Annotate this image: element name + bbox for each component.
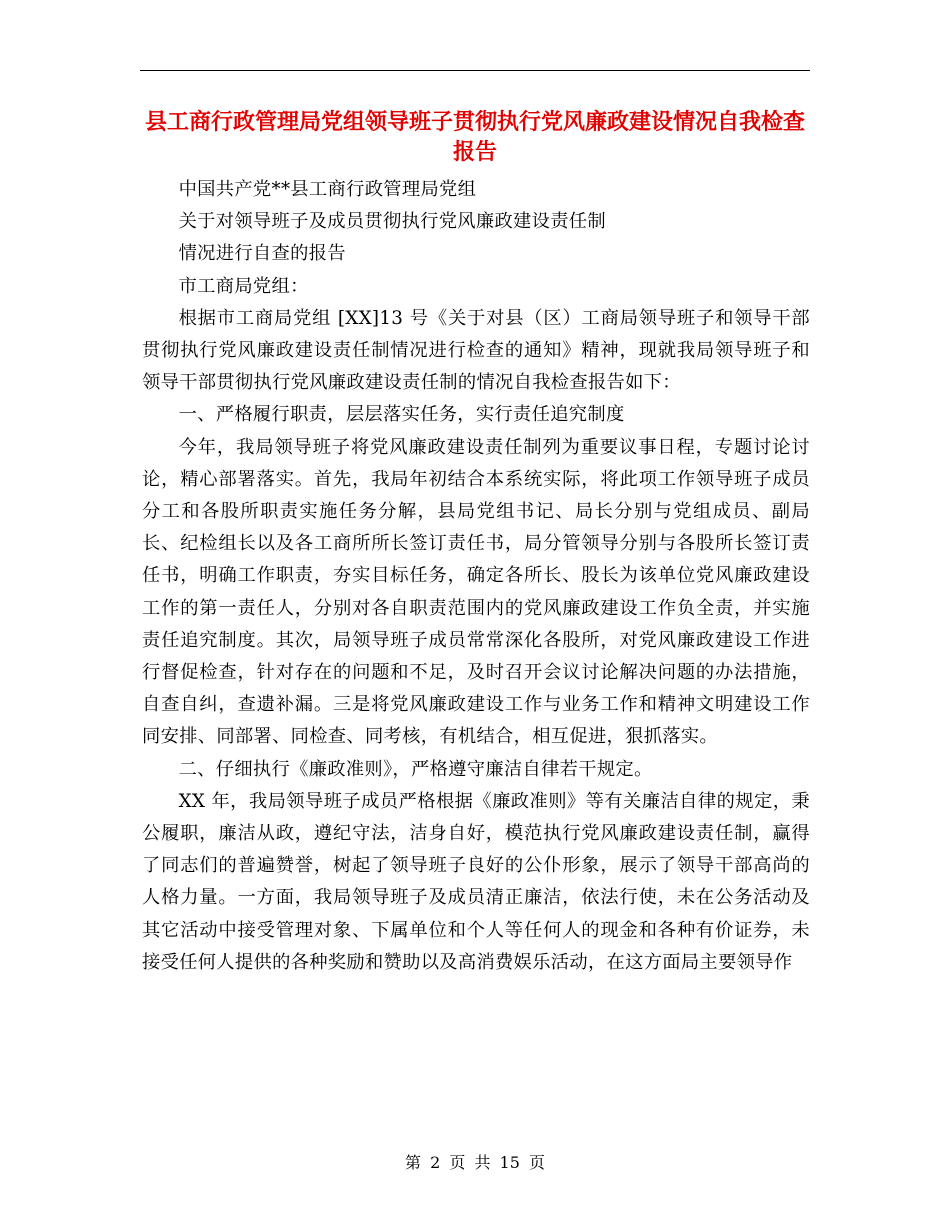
page-number: 第 2 页 共 15 页 [405, 1153, 545, 1172]
section-paragraph-2: XX 年，我局领导班子成员严格根据《廉政准则》等有关廉洁自律的规定，秉公履职，廉洁从政，遵纪守法，洁身自好，模范执行党风廉政建设责任制，赢得了同志们的普遍赞誉，树起了领导班子良好的公仆形象，展示了领导干部高尚的人格力量。一方面，我局领导班子及成员清正廉洁，依法行使，未在公务活动及其它活动中接受管理对象、下属单位和个人等任何人的现金和各种有价证券，未接受任何人提供的各种奖励和赞助以及高消费娱乐活动，在这方面局主要领导作 [142, 790, 810, 973]
section-paragraph-1: 今年，我局领导班子将党风廉政建设责任制列为重要议事日程，专题讨论讨论，精心部署落实。首先，我局年初结合本系统实际，将此项工作领导班子成员分工和各股所职责实施任务分解，县局党组书记、局长分别与党组成员、副局长、纪检组长以及各工商所所长签订责任书，局分管领导分别与各股所长签订责任书，明确工作职责，夯实目标任务，确定各所长、股长为该单位党风廉政建设工作的第一责任人，分别对各自职责范围内的党风廉政建设工作负全责，并实施责任追究制度。其次，局领导班子成员常常深化各股所，对党风廉政建设工作进行督促检查，针对存在的问题和不足，及时召开会议讨论解决问题的办法措施，自查自纠，查遗补漏。三是将党风廉政建设工作与业务工作和精神文明建设工作同安排、同部署、同检查、同考核，有机结合，相互促进，狠抓落实。 [142, 436, 810, 748]
document-body [142, 174, 810, 979]
document-title: 县工商行政管理局党组领导班子贯彻执行党风廉政建设情况自我检查报告 [144, 110, 805, 165]
header-rule [140, 70, 810, 71]
section-heading-1: 一、严格履行职责，层层落实任务，实行责任追究制度 [178, 404, 625, 426]
section-heading-2: 二、仔细执行《廉政准则》，严格遵守廉洁自律若干规定。 [178, 758, 653, 780]
intro-paragraph: 根据市工商局党组 [XX]13 号《关于对县（区）工商局领导班子和领导干部贯彻执行党风廉政建设责任制情况进行检查的通知》精神，现就我局领导班子和领导干部贯彻执行党风廉政建设责任制的情况自我检查报告如下： [142, 307, 810, 394]
subject-line-2: 情况进行自查的报告 [178, 243, 346, 265]
issuer-line: 中国共产党**县工商行政管理局党组 [178, 179, 477, 200]
subject-line-1: 关于对领导班子及成员贯彻执行党风廉政建设责任制 [178, 211, 606, 233]
addressee: 市工商局党组： [178, 275, 309, 297]
